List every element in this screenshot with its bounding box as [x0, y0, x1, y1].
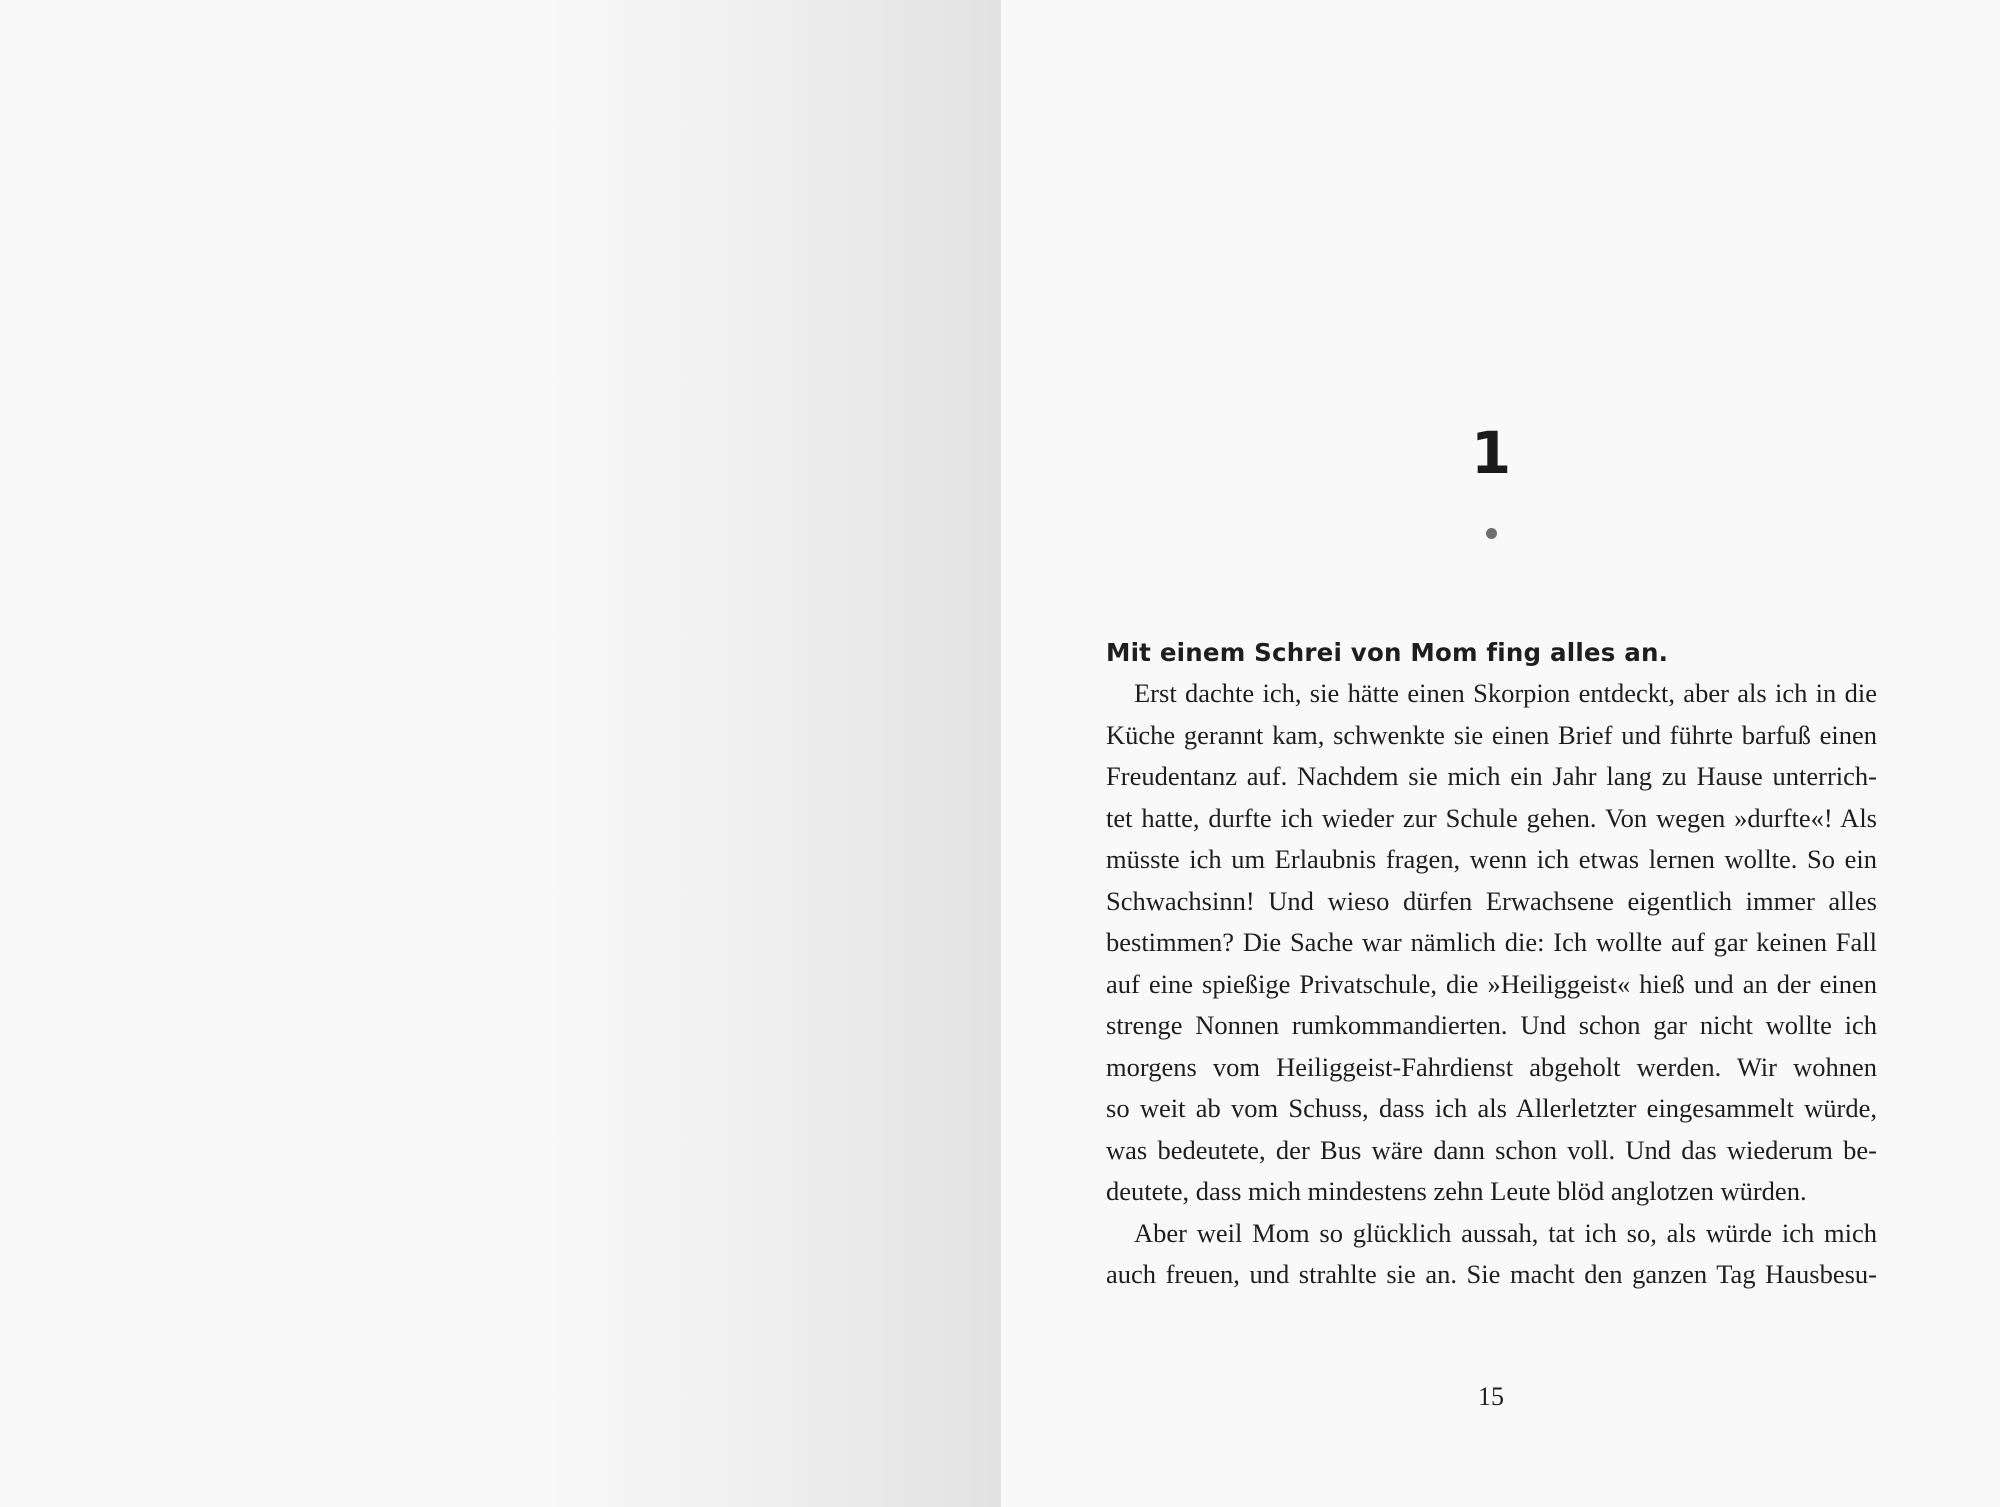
paragraph-1 — [1106, 673, 1877, 1213]
page-number: 15 — [1478, 1382, 1504, 1411]
text-line: morgens vom Heiliggeist-Fahrdienst abgeholt werden. Wir wohnen — [1106, 1051, 1877, 1082]
text-line: Küche gerannt kam, schwenkte sie einen Brief und führte barfuß einen — [1106, 719, 1877, 750]
text-line: auch freuen, und strahlte sie an. Sie macht den ganzen Tag Hausbesu- — [1106, 1259, 1877, 1289]
text-line: Aber weil Mom so glücklich aussah, tat ich so, als würde ich mich — [1134, 1217, 1877, 1248]
text-line: strenge Nonnen rumkommandierten. Und schon gar nicht wollte ich — [1106, 1010, 1877, 1040]
text-line: müsste ich um Erlaubnis fragen, wenn ich etwas lernen wollte. So ein — [1106, 844, 1877, 874]
text-line: tet hatte, durfte ich wieder zur Schule gehen. Von wegen »durfte«! Als — [1106, 802, 1877, 833]
text-line: deutete, dass mich mindestens zehn Leute blöd anglotzen würden. — [1106, 1176, 1807, 1206]
text-line: was bedeutete, der Bus wäre dann schon voll. Und das wiederum be- — [1106, 1134, 1877, 1165]
body-text — [1106, 632, 1877, 1296]
text-line: Freudentanz auf. Nachdem sie mich ein Jahr lang zu Hause unterrich- — [1106, 761, 1877, 791]
text-line: Schwachsinn! Und wieso dürfen Erwachsene eigentlich immer alles — [1106, 885, 1877, 916]
text-line: Erst dachte ich, sie hätte einen Skorpion entdeckt, aber als ich in die — [1134, 678, 1877, 708]
chapter-ornament-dot — [1486, 528, 1497, 539]
text-line: so weit ab vom Schuss, dass ich als Allerletzter eingesammelt würde, — [1106, 1093, 1877, 1123]
text-line: bestimmen? Die Sache war nämlich die: Ich wollte auf gar keinen Fall — [1106, 927, 1877, 957]
right-page — [1001, 0, 2000, 1507]
chapter-number: 1 — [1470, 419, 1512, 487]
text-line: auf eine spießige Privatschule, die »Heiliggeist« hieß und an der einen — [1106, 968, 1877, 999]
chapter-lead-sentence: Mit einem Schrei von Mom fing alles an. — [1106, 638, 1669, 667]
paragraph-2 — [1106, 1213, 1877, 1296]
